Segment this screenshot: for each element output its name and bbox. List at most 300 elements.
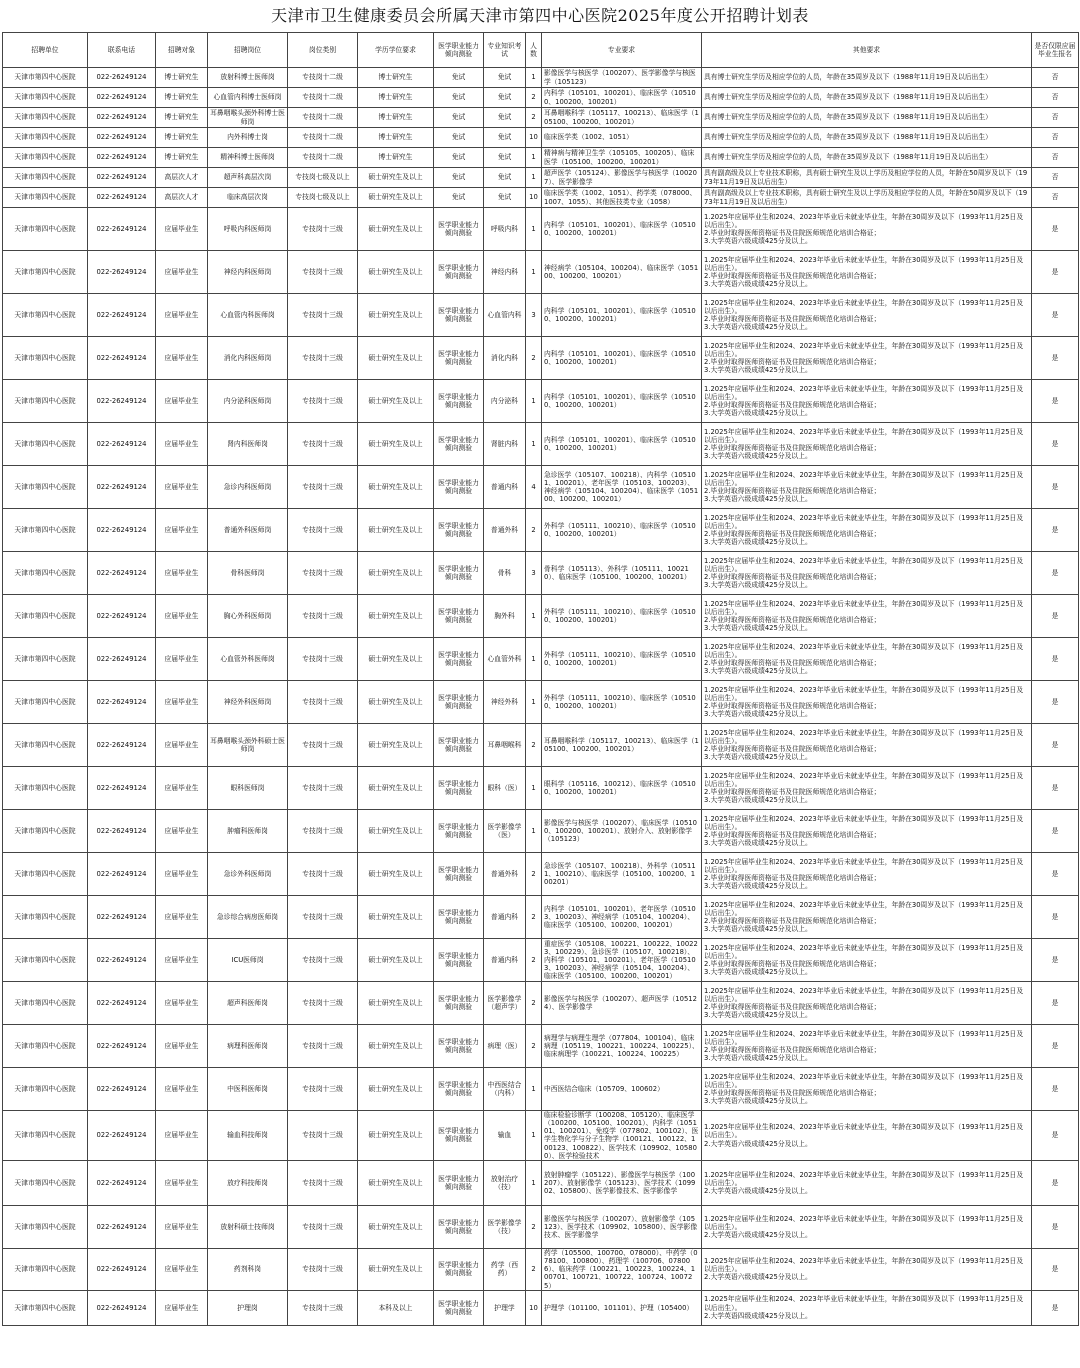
cell-major: 内科学（105101、100201）、临床医学（105100、100200、100201）: [542, 208, 702, 251]
table-row: [3, 1248, 1079, 1290]
table-row: [3, 1111, 1079, 1161]
cell-tel: 022-26249124: [88, 1290, 156, 1325]
cell-unit: 天津市第四中心医院: [3, 88, 88, 108]
cell-tel: 022-26249124: [88, 294, 156, 337]
cell-only: 是: [1032, 251, 1079, 294]
cell-only: 是: [1032, 1025, 1079, 1068]
cell-other: 1.2025年应届毕业生和2024、2023年毕业后未就业毕业生，年龄在30周岁及以下（1993年11月25日及以后出生）。 2.毕业时取得医师资格证书及住院医师规范化培训合格证； 3.大学英语六级成绩425分及以上。: [702, 337, 1032, 380]
cell-only: 是: [1032, 208, 1079, 251]
table-row: [3, 294, 1079, 337]
cell-target: 应届毕业生: [156, 724, 208, 767]
cell-exam: 眼科（医）: [484, 767, 526, 810]
cell-unit: 天津市第四中心医院: [3, 681, 88, 724]
cell-unit: 天津市第四中心医院: [3, 108, 88, 128]
cell-only: 是: [1032, 982, 1079, 1025]
cell-ability: 医学职业能力倾向测验: [434, 423, 484, 466]
cell-major: 外科学（105111、100210）、临床医学（105100、100200、100201）: [542, 638, 702, 681]
cell-target: 应届毕业生: [156, 509, 208, 552]
cell-only: 否: [1032, 148, 1079, 168]
cell-edu: 硕士研究生及以上: [358, 188, 434, 208]
cell-other: 1.2025年应届毕业生和2024、2023年毕业后未就业毕业生，年龄在30周岁及以下（1993年11月25日及以后出生）。 2.毕业时取得医师资格证书及住院医师规范化培训合格证； 3.大学英语六级成绩425分及以上。: [702, 853, 1032, 896]
cell-num: 10: [526, 1290, 542, 1325]
cell-unit: 天津市第四中心医院: [3, 1160, 88, 1205]
header-edu: 学历学位要求: [358, 33, 434, 68]
cell-ability: 医学职业能力倾向测验: [434, 1025, 484, 1068]
cell-other: 1.2025年应届毕业生和2024、2023年毕业后未就业毕业生，年龄在30周岁及以下（1993年11月25日及以后出生）。 2.毕业时取得医师资格证书及住院医师规范化培训合格证； 3.大学英语六级成绩425分及以上。: [702, 896, 1032, 939]
table-row: [3, 1290, 1079, 1325]
cell-ability: 医学职业能力倾向测验: [434, 767, 484, 810]
cell-unit: 天津市第四中心医院: [3, 466, 88, 509]
cell-num: 1: [526, 638, 542, 681]
cell-tel: 022-26249124: [88, 251, 156, 294]
table-row: [3, 188, 1079, 208]
cell-num: 2: [526, 896, 542, 939]
cell-num: 2: [526, 108, 542, 128]
cell-only: 否: [1032, 108, 1079, 128]
cell-edu: 硕士研究生及以上: [358, 337, 434, 380]
cell-post: 放射科硕士技师岗: [208, 1205, 288, 1248]
table-row: [3, 148, 1079, 168]
cell-unit: 天津市第四中心医院: [3, 1025, 88, 1068]
cell-post: 药剂科岗: [208, 1248, 288, 1290]
cell-only: 是: [1032, 1205, 1079, 1248]
cell-ability: 医学职业能力倾向测验: [434, 810, 484, 853]
cell-target: 高层次人才: [156, 188, 208, 208]
cell-ability: 医学职业能力倾向测验: [434, 294, 484, 337]
cell-exam: 药学（西药）: [484, 1248, 526, 1290]
cell-tel: 022-26249124: [88, 1111, 156, 1161]
cell-edu: 硕士研究生及以上: [358, 853, 434, 896]
cell-other: 1.2025年应届毕业生和2024、2023年毕业后未就业毕业生，年龄在30周岁及以下（1993年11月25日及以后出生）。 2.毕业时取得医师资格证书及住院医师规范化培训合格证； 3.大学英语六级成绩425分及以上。: [702, 552, 1032, 595]
cell-exam: 免试: [484, 68, 526, 88]
cell-tel: 022-26249124: [88, 168, 156, 188]
cell-tel: 022-26249124: [88, 767, 156, 810]
cell-only: 是: [1032, 337, 1079, 380]
cell-edu: 硕士研究生及以上: [358, 1160, 434, 1205]
cell-exam: 放射治疗（技）: [484, 1160, 526, 1205]
cell-exam: 免试: [484, 108, 526, 128]
cell-target: 应届毕业生: [156, 767, 208, 810]
cell-major: 放射肿瘤学（105122）、影像医学与核医学（100207）、放射影像学（105123）、医学技术（109902、105800）、医学影像技术、医学影像学: [542, 1160, 702, 1205]
cell-ability: 免试: [434, 68, 484, 88]
cell-num: 1: [526, 168, 542, 188]
cell-only: 是: [1032, 724, 1079, 767]
cell-type: 专技岗十三级: [288, 466, 358, 509]
cell-exam: 中西医结合（内科）: [484, 1068, 526, 1111]
cell-target: 应届毕业生: [156, 294, 208, 337]
cell-target: 博士研究生: [156, 88, 208, 108]
cell-unit: 天津市第四中心医院: [3, 896, 88, 939]
cell-other: 具有博士研究生学历及相应学位的人员，年龄在35周岁及以下（1988年11月19日及以后出生）: [702, 128, 1032, 148]
cell-type: 专技岗十三级: [288, 423, 358, 466]
cell-num: 2: [526, 853, 542, 896]
cell-tel: 022-26249124: [88, 68, 156, 88]
cell-num: 1: [526, 681, 542, 724]
cell-major: 影像医学与核医学（100207）、医学影像学与核医学（105123）: [542, 68, 702, 88]
cell-target: 博士研究生: [156, 68, 208, 88]
recruitment-table: [2, 32, 1079, 1326]
cell-num: 10: [526, 188, 542, 208]
cell-post: 超声科医师岗: [208, 982, 288, 1025]
cell-type: 专技岗十三级: [288, 681, 358, 724]
cell-target: 应届毕业生: [156, 939, 208, 982]
cell-post: 肾内科医师岗: [208, 423, 288, 466]
cell-type: 专技岗十三级: [288, 251, 358, 294]
cell-major: 耳鼻咽喉科学（105117、100213）、临床医学（105100、100200、100201）: [542, 724, 702, 767]
cell-post: 输血科技师岗: [208, 1111, 288, 1161]
cell-only: 是: [1032, 638, 1079, 681]
cell-only: 否: [1032, 188, 1079, 208]
cell-other: 1.2025年应届毕业生和2024、2023年毕业后未就业毕业生，年龄在30周岁及以下（1993年11月25日及以后出生）。 2.毕业时取得医师资格证书及住院医师规范化培训合格证； 3.大学英语六级成绩425分及以上。: [702, 595, 1032, 638]
table-row: [3, 108, 1079, 128]
cell-target: 应届毕业生: [156, 251, 208, 294]
header-major: 专业要求: [542, 33, 702, 68]
cell-only: 是: [1032, 294, 1079, 337]
table-row: [3, 88, 1079, 108]
cell-ability: 免试: [434, 148, 484, 168]
cell-major: 临床检验诊断学（100208、105120）、临床医学（100200、105100、100201）、内科学（105101、100201）、免疫学（077802、100102）、医学生物化学与分子生物学（100121、100122、100123、100822）、医学技术（109902、105800）、医学检验技术: [542, 1111, 702, 1161]
header-target: 招聘对象: [156, 33, 208, 68]
cell-ability: 医学职业能力倾向测验: [434, 466, 484, 509]
table-row: [3, 853, 1079, 896]
cell-only: 是: [1032, 810, 1079, 853]
cell-other: 1.2025年应届毕业生和2024、2023年毕业后未就业毕业生，年龄在30周岁及以下（1993年11月25日及以后出生）。 2.大学英语六级成绩425分及以上。: [702, 1111, 1032, 1161]
cell-ability: 医学职业能力倾向测验: [434, 1111, 484, 1161]
cell-other: 1.2025年应届毕业生和2024、2023年毕业后未就业毕业生，年龄在30周岁及以下（1993年11月25日及以后出生）。 2.大学英语六级成绩425分及以上。: [702, 1160, 1032, 1205]
cell-edu: 硕士研究生及以上: [358, 595, 434, 638]
header-only: 是否仅限应届毕业生报名: [1032, 33, 1079, 68]
cell-type: 专技岗十三级: [288, 896, 358, 939]
cell-major: 药学（105500、100700、078000）、中药学（078100、100800）、药理学（100706、078006）、临床药学（100221、100223、100224、100701、100721、100722、100724、100725）: [542, 1248, 702, 1290]
cell-post: 超声科高层次岗: [208, 168, 288, 188]
cell-other: 1.2025年应届毕业生和2024、2023年毕业后未就业毕业生，年龄在30周岁及以下（1993年11月25日及以后出生）。 2.毕业时取得医师资格证书及住院医师规范化培训合格证； 3.大学英语六级成绩425分及以上。: [702, 638, 1032, 681]
cell-exam: 呼吸内科: [484, 208, 526, 251]
cell-num: 2: [526, 1248, 542, 1290]
cell-other: 1.2025年应届毕业生和2024、2023年毕业后未就业毕业生，年龄在30周岁及以下（1993年11月25日及以后出生）。 2.毕业时取得医师资格证书及住院医师规范化培训合格证； 3.大学英语六级成绩425分及以上。: [702, 208, 1032, 251]
cell-other: 具有博士研究生学历及相应学位的人员，年龄在35周岁及以下（1988年11月19日及以后出生）: [702, 88, 1032, 108]
cell-type: 专技岗十三级: [288, 208, 358, 251]
cell-exam: 输血: [484, 1111, 526, 1161]
cell-major: 精神病与精神卫生学（105105、100205）、临床医学（105100、100200、100201）: [542, 148, 702, 168]
cell-ability: 医学职业能力倾向测验: [434, 1290, 484, 1325]
cell-edu: 硕士研究生及以上: [358, 1205, 434, 1248]
cell-num: 2: [526, 88, 542, 108]
cell-post: 放疗科技师岗: [208, 1160, 288, 1205]
cell-type: 专技岗十三级: [288, 1290, 358, 1325]
cell-num: 1: [526, 1111, 542, 1161]
cell-edu: 硕士研究生及以上: [358, 466, 434, 509]
cell-unit: 天津市第四中心医院: [3, 853, 88, 896]
cell-type: 专技岗十三级: [288, 767, 358, 810]
cell-num: 1: [526, 1160, 542, 1205]
cell-ability: 医学职业能力倾向测验: [434, 638, 484, 681]
cell-post: 神经内科医师岗: [208, 251, 288, 294]
cell-exam: 医学影像学（医）: [484, 810, 526, 853]
cell-edu: 硕士研究生及以上: [358, 251, 434, 294]
cell-num: 2: [526, 1205, 542, 1248]
cell-unit: 天津市第四中心医院: [3, 294, 88, 337]
cell-edu: 硕士研究生及以上: [358, 294, 434, 337]
cell-other: 1.2025年应届毕业生和2024、2023年毕业后未就业毕业生，年龄在30周岁及以下（1993年11月25日及以后出生）。 2.毕业时取得医师资格证书及住院医师规范化培训合格证； 3.大学英语六级成绩425分及以上。: [702, 724, 1032, 767]
cell-edu: 硕士研究生及以上: [358, 423, 434, 466]
cell-major: 内科学（105101、100201）、老年医学（105103、100203）、神经病学（105104、100204）、临床医学（105100、100200、100201）: [542, 896, 702, 939]
cell-tel: 022-26249124: [88, 681, 156, 724]
cell-ability: 医学职业能力倾向测验: [434, 337, 484, 380]
cell-target: 应届毕业生: [156, 1160, 208, 1205]
cell-ability: 免试: [434, 108, 484, 128]
cell-major: 内科学（105101、100201）、临床医学（105100、100200、100201）: [542, 380, 702, 423]
table-row: [3, 724, 1079, 767]
cell-type: 专技岗十三级: [288, 509, 358, 552]
cell-num: 1: [526, 380, 542, 423]
cell-major: 重症医学（105108、100221、100222、100223、100229）、急诊医学（105107、100218）、内科学（105101、100201）、老年医学（105103、100203）、神经病学（105104、100204）、临床医学（105100、100200、100201）: [542, 939, 702, 982]
cell-num: 1: [526, 595, 542, 638]
cell-unit: 天津市第四中心医院: [3, 1290, 88, 1325]
cell-other: 具有副高级及以上专业技术职称，具有硕士研究生及以上学历及相应学位的人员，年龄在50周岁及以下（1973年11月19日及以后出生）: [702, 168, 1032, 188]
cell-unit: 天津市第四中心医院: [3, 188, 88, 208]
cell-tel: 022-26249124: [88, 108, 156, 128]
cell-other: 1.2025年应届毕业生和2024、2023年毕业后未就业毕业生，年龄在30周岁及以下（1993年11月25日及以后出生）。 2.毕业时取得医师资格证书及住院医师规范化培训合格证； 3.大学英语六级成绩425分及以上。: [702, 423, 1032, 466]
cell-edu: 硕士研究生及以上: [358, 1025, 434, 1068]
cell-target: 应届毕业生: [156, 552, 208, 595]
cell-type: 专技岗十三级: [288, 810, 358, 853]
table-header-row: [3, 33, 1079, 68]
cell-num: 3: [526, 552, 542, 595]
cell-type: 专技岗十三级: [288, 724, 358, 767]
cell-target: 博士研究生: [156, 108, 208, 128]
table-row: [3, 1160, 1079, 1205]
cell-only: 是: [1032, 681, 1079, 724]
cell-type: 专技岗十二级: [288, 108, 358, 128]
cell-exam: 护理学: [484, 1290, 526, 1325]
cell-other: 1.2025年应届毕业生和2024、2023年毕业后未就业毕业生，年龄在30周岁及以下（1993年11月25日及以后出生）。 2.毕业时取得医师资格证书及住院医师规范化培训合格证； 3.大学英语六级成绩425分及以上。: [702, 294, 1032, 337]
table-row: [3, 681, 1079, 724]
cell-num: 1: [526, 810, 542, 853]
cell-unit: 天津市第四中心医院: [3, 509, 88, 552]
cell-tel: 022-26249124: [88, 88, 156, 108]
cell-target: 应届毕业生: [156, 423, 208, 466]
cell-unit: 天津市第四中心医院: [3, 337, 88, 380]
cell-exam: 神经内科: [484, 251, 526, 294]
cell-ability: 医学职业能力倾向测验: [434, 1248, 484, 1290]
cell-tel: 022-26249124: [88, 423, 156, 466]
cell-only: 是: [1032, 1111, 1079, 1161]
cell-target: 博士研究生: [156, 148, 208, 168]
cell-post: 消化内科医师岗: [208, 337, 288, 380]
cell-edu: 硕士研究生及以上: [358, 767, 434, 810]
cell-major: 骨科学（105113）、外科学（105111、100210）、临床医学（105100、100200、100201）: [542, 552, 702, 595]
cell-tel: 022-26249124: [88, 853, 156, 896]
cell-only: 是: [1032, 466, 1079, 509]
cell-major: 外科学（105111、100210）、临床医学（105100、100200、100201）: [542, 681, 702, 724]
cell-tel: 022-26249124: [88, 466, 156, 509]
cell-type: 专技岗十三级: [288, 1111, 358, 1161]
cell-major: 耳鼻咽喉科学（105117、100213）、临床医学（105100、100200、100201）: [542, 108, 702, 128]
cell-tel: 022-26249124: [88, 1160, 156, 1205]
table-row: [3, 1205, 1079, 1248]
cell-ability: 免试: [434, 188, 484, 208]
cell-type: 专技岗十二级: [288, 128, 358, 148]
cell-only: 是: [1032, 939, 1079, 982]
cell-major: 影像医学与核医学（100207）、放射影像学（105123）、医学技术（109902、105800）、医学影像技术、医学影像学: [542, 1205, 702, 1248]
table-row: [3, 466, 1079, 509]
cell-edu: 硕士研究生及以上: [358, 681, 434, 724]
cell-other: 1.2025年应届毕业生和2024、2023年毕业后未就业毕业生，年龄在30周岁及以下（1993年11月25日及以后出生）。 2.毕业时取得医师资格证书及住院医师规范化培训合格证； 3.大学英语六级成绩425分及以上。: [702, 982, 1032, 1025]
cell-target: 应届毕业生: [156, 595, 208, 638]
cell-unit: 天津市第四中心医院: [3, 68, 88, 88]
cell-post: 耳鼻咽喉头颈外科博士医师岗: [208, 108, 288, 128]
table-row: [3, 638, 1079, 681]
cell-post: 心血管内科博士医师岗: [208, 88, 288, 108]
cell-unit: 天津市第四中心医院: [3, 1068, 88, 1111]
cell-only: 是: [1032, 1248, 1079, 1290]
cell-only: 是: [1032, 1068, 1079, 1111]
cell-type: 专技岗十三级: [288, 939, 358, 982]
cell-only: 否: [1032, 128, 1079, 148]
cell-ability: 免试: [434, 128, 484, 148]
cell-tel: 022-26249124: [88, 380, 156, 423]
cell-other: 具有博士研究生学历及相应学位的人员，年龄在35周岁及以下（1988年11月19日及以后出生）: [702, 148, 1032, 168]
cell-exam: 免试: [484, 148, 526, 168]
cell-ability: 医学职业能力倾向测验: [434, 380, 484, 423]
cell-target: 应届毕业生: [156, 1290, 208, 1325]
table-row: [3, 128, 1079, 148]
header-post: 招聘岗位: [208, 33, 288, 68]
header-num: 人数: [526, 33, 542, 68]
cell-ability: 医学职业能力倾向测验: [434, 896, 484, 939]
cell-exam: 普通内科: [484, 466, 526, 509]
cell-tel: 022-26249124: [88, 552, 156, 595]
cell-exam: 内分泌科: [484, 380, 526, 423]
cell-other: 1.2025年应届毕业生和2024、2023年毕业后未就业毕业生，年龄在30周岁及以下（1993年11月25日及以后出生）。 2.毕业时取得医师资格证书及住院医师规范化培训合格证； 3.大学英语六级成绩425分及以上。: [702, 939, 1032, 982]
cell-num: 2: [526, 939, 542, 982]
cell-edu: 博士研究生: [358, 128, 434, 148]
cell-exam: 心血管内科: [484, 294, 526, 337]
cell-only: 是: [1032, 509, 1079, 552]
cell-num: 1: [526, 423, 542, 466]
cell-major: 影像医学与核医学（100207）、临床医学（105100、100200、100201）、放射介入、放射影像学（105123）: [542, 810, 702, 853]
cell-ability: 免试: [434, 88, 484, 108]
table-row: [3, 1025, 1079, 1068]
cell-only: 否: [1032, 168, 1079, 188]
cell-num: 1: [526, 767, 542, 810]
cell-ability: 医学职业能力倾向测验: [434, 853, 484, 896]
cell-type: 专技岗十三级: [288, 1160, 358, 1205]
cell-exam: 心血管外科: [484, 638, 526, 681]
cell-other: 1.2025年应届毕业生和2024、2023年毕业后未就业毕业生，年龄在30周岁及以下（1993年11月25日及以后出生）。 2.毕业时取得医师资格证书及住院医师规范化培训合格证； 3.大学英语六级成绩425分及以上。: [702, 509, 1032, 552]
cell-type: 专技岗十二级: [288, 148, 358, 168]
cell-post: 病理科医师岗: [208, 1025, 288, 1068]
cell-edu: 博士研究生: [358, 88, 434, 108]
cell-num: 4: [526, 466, 542, 509]
cell-num: 2: [526, 724, 542, 767]
cell-edu: 博士研究生: [358, 68, 434, 88]
cell-tel: 022-26249124: [88, 982, 156, 1025]
cell-exam: 普通外科: [484, 853, 526, 896]
cell-unit: 天津市第四中心医院: [3, 1248, 88, 1290]
table-row: [3, 939, 1079, 982]
table-row: [3, 68, 1079, 88]
cell-exam: 胸外科: [484, 595, 526, 638]
cell-edu: 硕士研究生及以上: [358, 208, 434, 251]
cell-exam: 免试: [484, 188, 526, 208]
cell-unit: 天津市第四中心医院: [3, 810, 88, 853]
cell-type: 专技岗十三级: [288, 337, 358, 380]
cell-edu: 硕士研究生及以上: [358, 380, 434, 423]
cell-exam: 病理（医）: [484, 1025, 526, 1068]
cell-major: 护理学（101100、101101）、护理（105400）: [542, 1290, 702, 1325]
cell-exam: 普通外科: [484, 509, 526, 552]
cell-post: 肿瘤科医师岗: [208, 810, 288, 853]
cell-ability: 医学职业能力倾向测验: [434, 1068, 484, 1111]
cell-exam: 普通内科: [484, 896, 526, 939]
cell-post: 急诊综合病房医师岗: [208, 896, 288, 939]
cell-exam: 耳鼻咽喉科: [484, 724, 526, 767]
cell-unit: 天津市第四中心医院: [3, 1111, 88, 1161]
cell-only: 否: [1032, 68, 1079, 88]
cell-num: 1: [526, 208, 542, 251]
cell-major: 外科学（105111、100210）、临床医学（105100、100200、100201）: [542, 509, 702, 552]
cell-ability: 医学职业能力倾向测验: [434, 1205, 484, 1248]
cell-num: 1: [526, 251, 542, 294]
cell-major: 眼科学（105116、100212）、临床医学（105100、100200、100201）: [542, 767, 702, 810]
cell-type: 专技岗十三级: [288, 595, 358, 638]
cell-unit: 天津市第四中心医院: [3, 982, 88, 1025]
cell-post: 急诊外科医师岗: [208, 853, 288, 896]
cell-only: 是: [1032, 896, 1079, 939]
cell-post: 中医科医师岗: [208, 1068, 288, 1111]
cell-num: 1: [526, 68, 542, 88]
cell-unit: 天津市第四中心医院: [3, 552, 88, 595]
cell-exam: 肾脏内科: [484, 423, 526, 466]
cell-tel: 022-26249124: [88, 208, 156, 251]
cell-other: 1.2025年应届毕业生和2024、2023年毕业后未就业毕业生，年龄在30周岁及以下（1993年11月25日及以后出生）。 2.毕业时取得医师资格证书及住院医师规范化培训合格证； 3.大学英语六级成绩425分及以上。: [702, 810, 1032, 853]
cell-unit: 天津市第四中心医院: [3, 148, 88, 168]
cell-num: 2: [526, 982, 542, 1025]
cell-exam: 骨科: [484, 552, 526, 595]
cell-edu: 硕士研究生及以上: [358, 896, 434, 939]
table-row: [3, 982, 1079, 1025]
cell-other: 1.2025年应届毕业生和2024、2023年毕业后未就业毕业生，年龄在30周岁及以下（1993年11月25日及以后出生）。 2.大学英语四级成绩425分及以上。: [702, 1290, 1032, 1325]
table-row: [3, 208, 1079, 251]
cell-edu: 博士研究生: [358, 148, 434, 168]
cell-edu: 博士研究生: [358, 108, 434, 128]
cell-exam: 普通内科: [484, 939, 526, 982]
cell-target: 高层次人才: [156, 168, 208, 188]
cell-tel: 022-26249124: [88, 148, 156, 168]
cell-edu: 硕士研究生及以上: [358, 1068, 434, 1111]
cell-ability: 医学职业能力倾向测验: [434, 552, 484, 595]
cell-ability: 医学职业能力倾向测验: [434, 1160, 484, 1205]
cell-type: 专技岗七级及以上: [288, 188, 358, 208]
cell-exam: 医学影像学（超声学）: [484, 982, 526, 1025]
cell-other: 1.2025年应届毕业生和2024、2023年毕业后未就业毕业生，年龄在30周岁及以下（1993年11月25日及以后出生）。 2.毕业时取得医师资格证书及住院医师规范化培训合格证； 3.大学英语六级成绩425分及以上。: [702, 466, 1032, 509]
cell-target: 博士研究生: [156, 128, 208, 148]
cell-ability: 医学职业能力倾向测验: [434, 595, 484, 638]
cell-other: 1.2025年应届毕业生和2024、2023年毕业后未就业毕业生，年龄在30周岁及以下（1993年11月25日及以后出生）。 2.毕业时取得医师资格证书及住院医师规范化培训合格证； 3.大学英语六级成绩425分及以上。: [702, 681, 1032, 724]
header-other: 其他要求: [702, 33, 1032, 68]
cell-edu: 硕士研究生及以上: [358, 724, 434, 767]
cell-major: 临床医学类（1002、1051）、药学类（078000、1007、1055）、其他医技类专业（1058）: [542, 188, 702, 208]
cell-only: 是: [1032, 1160, 1079, 1205]
cell-post: 内分泌科医师岗: [208, 380, 288, 423]
table-row: [3, 509, 1079, 552]
cell-target: 应届毕业生: [156, 810, 208, 853]
cell-post: 耳鼻咽喉头颈外科硕士医师岗: [208, 724, 288, 767]
cell-major: 内科学（105101、100201）、临床医学（105100、100200、100201）: [542, 88, 702, 108]
cell-tel: 022-26249124: [88, 896, 156, 939]
cell-edu: 硕士研究生及以上: [358, 810, 434, 853]
